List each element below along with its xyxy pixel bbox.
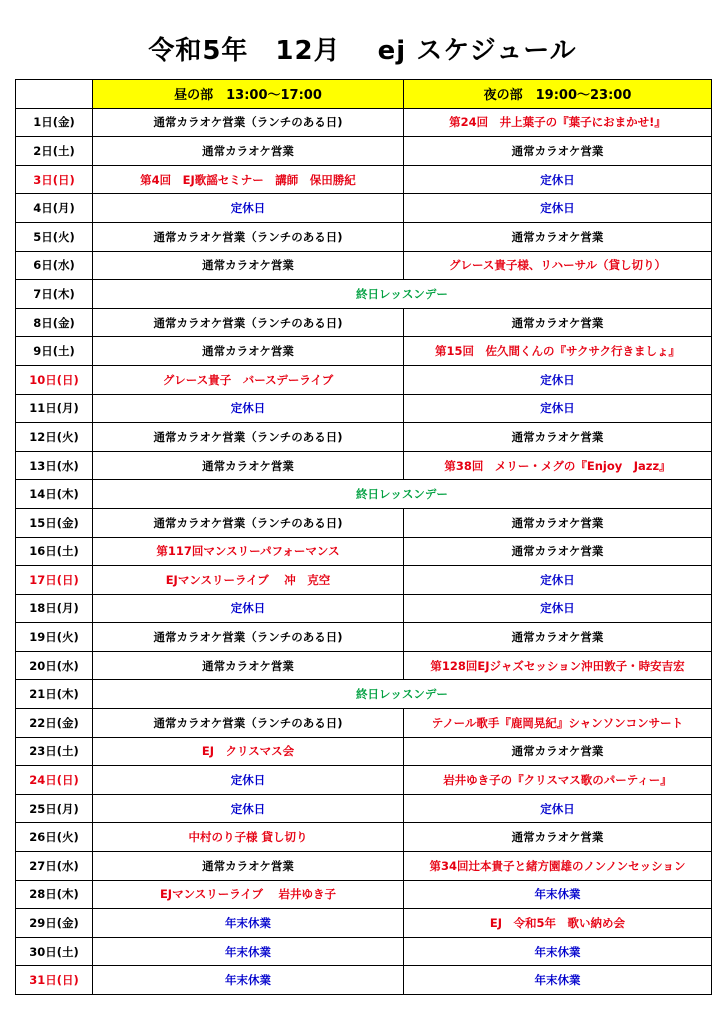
- date-cell: 2日(土): [16, 137, 93, 166]
- full-day-event-cell: 終日レッスンデー: [93, 680, 712, 709]
- header-corner: [16, 80, 93, 109]
- night-session-cell: 通常カラオケ営業: [404, 222, 712, 251]
- table-row: [16, 251, 712, 280]
- day-session-cell: 通常カラオケ営業（ランチのある日): [93, 709, 404, 738]
- date-cell: 19日(火): [16, 623, 93, 652]
- table-row: [16, 737, 712, 766]
- day-session-cell: 通常カラオケ営業: [93, 451, 404, 480]
- date-cell: 10日(日): [16, 365, 93, 394]
- date-cell: 13日(水): [16, 451, 93, 480]
- table-row: [16, 566, 712, 595]
- full-day-event-cell: 終日レッスンデー: [93, 480, 712, 509]
- date-cell: 30日(土): [16, 937, 93, 966]
- table-row: [16, 709, 712, 738]
- day-session-cell: 通常カラオケ営業（ランチのある日): [93, 423, 404, 452]
- night-session-cell: 通常カラオケ営業: [404, 137, 712, 166]
- night-session-cell: 第128回EJジャズセッション沖田敦子・時安吉宏: [404, 651, 712, 680]
- date-cell: 4日(月): [16, 194, 93, 223]
- date-cell: 6日(水): [16, 251, 93, 280]
- date-cell: 26日(火): [16, 823, 93, 852]
- date-cell: 28日(木): [16, 880, 93, 909]
- table-row: [16, 337, 712, 366]
- day-session-cell: 中村のり子様 貸し切り: [93, 823, 404, 852]
- table-row: [16, 508, 712, 537]
- day-session-cell: 通常カラオケ営業: [93, 137, 404, 166]
- day-session-cell: 通常カラオケ営業: [93, 651, 404, 680]
- day-session-cell: EJマンスリーライブ 冲 克空: [93, 566, 404, 595]
- table-row: [16, 966, 712, 995]
- day-session-cell: 通常カラオケ営業: [93, 337, 404, 366]
- table-row: [16, 937, 712, 966]
- table-row: [16, 108, 712, 137]
- night-session-cell: 通常カラオケ営業: [404, 823, 712, 852]
- table-row: [16, 365, 712, 394]
- table-row: [16, 280, 712, 309]
- table-row: [16, 194, 712, 223]
- date-cell: 12日(火): [16, 423, 93, 452]
- night-session-cell: EJ 令和5年 歌い納め会: [404, 909, 712, 938]
- table-row: [16, 137, 712, 166]
- night-session-cell: 定休日: [404, 365, 712, 394]
- night-session-cell: 第34回辻本貴子と緒方園雄のノンノンセッション: [404, 852, 712, 881]
- date-cell: 21日(木): [16, 680, 93, 709]
- night-session-cell: 定休日: [404, 566, 712, 595]
- table-row: [16, 623, 712, 652]
- table-row: [16, 308, 712, 337]
- night-session-cell: 通常カラオケ営業: [404, 508, 712, 537]
- night-session-cell: 定休日: [404, 594, 712, 623]
- night-session-cell: テノール歌手『鹿岡晃紀』シャンソンコンサート: [404, 709, 712, 738]
- date-cell: 23日(土): [16, 737, 93, 766]
- date-cell: 17日(日): [16, 566, 93, 595]
- night-session-cell: 年末休業: [404, 937, 712, 966]
- table-row: [16, 680, 712, 709]
- header-row: [16, 80, 712, 109]
- page-title: 令和5年 12月 ej スケジュール: [148, 36, 577, 66]
- date-cell: 11日(月): [16, 394, 93, 423]
- header-night-session: 夜の部 19:00～23:00: [404, 80, 712, 109]
- table-row: [16, 852, 712, 881]
- table-row: [16, 594, 712, 623]
- date-cell: 16日(土): [16, 537, 93, 566]
- date-cell: 1日(金): [16, 108, 93, 137]
- date-cell: 7日(木): [16, 280, 93, 309]
- night-session-cell: 第15回 佐久間くんの『サクサク行きましょ』: [404, 337, 712, 366]
- night-session-cell: 第24回 井上葉子の『葉子におまかせ!』: [404, 108, 712, 137]
- table-row: [16, 880, 712, 909]
- date-cell: 22日(金): [16, 709, 93, 738]
- full-day-event-cell: 終日レッスンデー: [93, 280, 712, 309]
- night-session-cell: 定休日: [404, 194, 712, 223]
- night-session-cell: 通常カラオケ営業: [404, 623, 712, 652]
- date-cell: 29日(金): [16, 909, 93, 938]
- header-day-session: 昼の部 13:00～17:00: [93, 80, 404, 109]
- night-session-cell: 通常カラオケ営業: [404, 308, 712, 337]
- table-row: [16, 480, 712, 509]
- day-session-cell: 第4回 EJ歌謡セミナー 講師 保田勝紀: [93, 165, 404, 194]
- date-cell: 3日(日): [16, 165, 93, 194]
- table-row: [16, 909, 712, 938]
- day-session-cell: EJ クリスマス会: [93, 737, 404, 766]
- table-row: [16, 537, 712, 566]
- schedule-table: [15, 79, 712, 995]
- night-session-cell: 年末休業: [404, 966, 712, 995]
- day-session-cell: 第117回マンスリーパフォーマンス: [93, 537, 404, 566]
- date-cell: 18日(月): [16, 594, 93, 623]
- night-session-cell: 通常カラオケ営業: [404, 737, 712, 766]
- day-session-cell: EJマンスリーライブ 岩井ゆき子: [93, 880, 404, 909]
- night-session-cell: 定休日: [404, 394, 712, 423]
- day-session-cell: 通常カラオケ営業: [93, 251, 404, 280]
- table-row: [16, 823, 712, 852]
- table-row: [16, 451, 712, 480]
- date-cell: 24日(日): [16, 766, 93, 795]
- night-session-cell: グレース貴子様、リハーサル（貸し切り）: [404, 251, 712, 280]
- day-session-cell: 定休日: [93, 194, 404, 223]
- night-session-cell: 通常カラオケ営業: [404, 537, 712, 566]
- date-cell: 15日(金): [16, 508, 93, 537]
- night-session-cell: 第38回 メリー・メグの『Enjoy Jazz』: [404, 451, 712, 480]
- day-session-cell: 通常カラオケ営業（ランチのある日): [93, 308, 404, 337]
- table-row: [16, 165, 712, 194]
- day-session-cell: 定休日: [93, 794, 404, 823]
- night-session-cell: 通常カラオケ営業: [404, 423, 712, 452]
- day-session-cell: 通常カラオケ営業（ランチのある日): [93, 508, 404, 537]
- night-session-cell: 岩井ゆき子の『クリスマス歌のパーティー』: [404, 766, 712, 795]
- table-row: [16, 794, 712, 823]
- date-cell: 5日(火): [16, 222, 93, 251]
- table-row: [16, 423, 712, 452]
- day-session-cell: 通常カラオケ営業（ランチのある日): [93, 108, 404, 137]
- date-cell: 9日(土): [16, 337, 93, 366]
- night-session-cell: 定休日: [404, 794, 712, 823]
- table-row: [16, 651, 712, 680]
- date-cell: 8日(金): [16, 308, 93, 337]
- day-session-cell: 通常カラオケ営業（ランチのある日): [93, 222, 404, 251]
- night-session-cell: 年末休業: [404, 880, 712, 909]
- date-cell: 20日(水): [16, 651, 93, 680]
- day-session-cell: 定休日: [93, 766, 404, 795]
- day-session-cell: 通常カラオケ営業（ランチのある日): [93, 623, 404, 652]
- table-row: [16, 766, 712, 795]
- date-cell: 27日(水): [16, 852, 93, 881]
- day-session-cell: 年末休業: [93, 937, 404, 966]
- date-cell: 25日(月): [16, 794, 93, 823]
- table-row: [16, 222, 712, 251]
- day-session-cell: グレース貴子 バースデーライブ: [93, 365, 404, 394]
- day-session-cell: 年末休業: [93, 966, 404, 995]
- night-session-cell: 定休日: [404, 165, 712, 194]
- date-cell: 14日(木): [16, 480, 93, 509]
- date-cell: 31日(日): [16, 966, 93, 995]
- table-row: [16, 394, 712, 423]
- day-session-cell: 定休日: [93, 394, 404, 423]
- day-session-cell: 年末休業: [93, 909, 404, 938]
- day-session-cell: 通常カラオケ営業: [93, 852, 404, 881]
- day-session-cell: 定休日: [93, 594, 404, 623]
